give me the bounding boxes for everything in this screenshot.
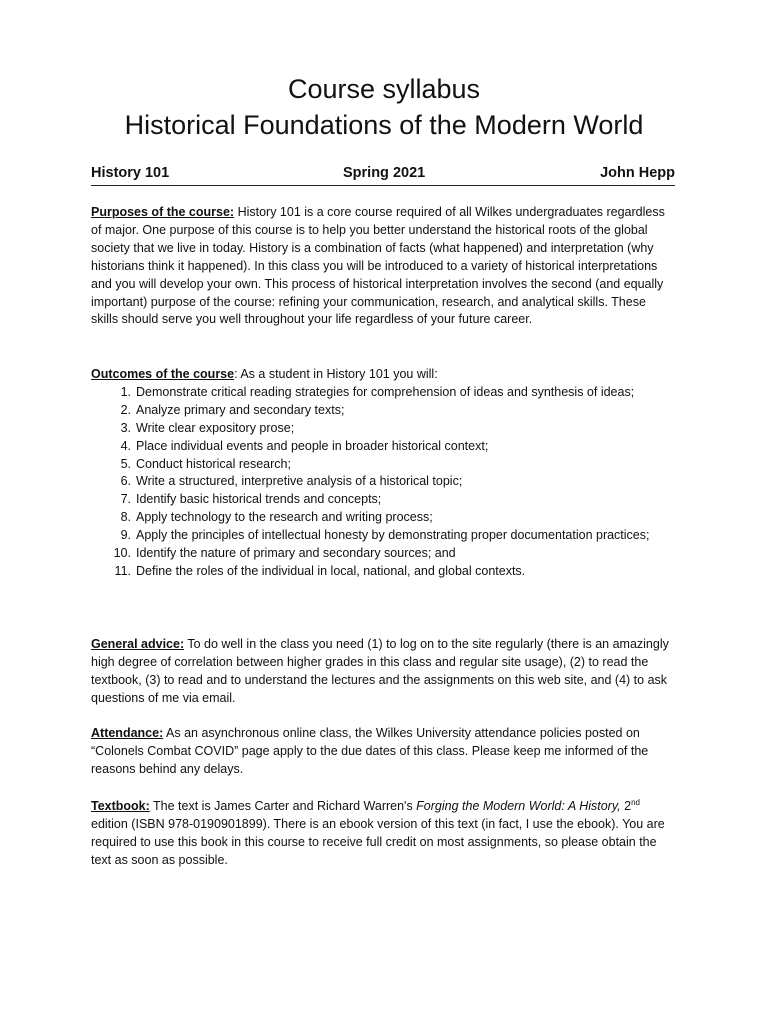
outcome-number: 3. <box>120 420 131 435</box>
textbook-text-b: edition (ISBN 978-0190901899). There is an ebook version of this text (in fact, I use the ebook). You are required to use this book in this course to receive full credit on most assignments, so please obtain the text as soon as possible. <box>91 816 665 867</box>
advice-label: General advice: <box>91 637 185 651</box>
course-code: History 101 <box>91 165 170 181</box>
purposes-section <box>91 204 675 329</box>
outcome-number: 6. <box>120 474 131 489</box>
outcome-number: 10. <box>113 546 131 561</box>
advice-section <box>91 636 675 708</box>
outcome-text: Apply technology to the research and writing process; <box>136 510 433 525</box>
outcome-item <box>91 527 675 545</box>
course-term: Spring 2021 <box>343 165 426 181</box>
textbook-edition-number: 2 <box>624 799 632 813</box>
textbook-label: Textbook: <box>91 799 150 813</box>
outcome-text: Conduct historical research; <box>136 456 291 471</box>
outcomes-intro: : As a student in History 101 you will: <box>234 367 438 381</box>
outcome-text: Place individual events and people in broader historical context; <box>136 438 489 453</box>
outcomes-section <box>91 366 675 581</box>
outcome-text: Define the roles of the individual in local, national, and global contexts. <box>136 563 526 578</box>
outcome-item <box>91 545 675 563</box>
course-header-row <box>91 163 675 186</box>
outcome-item <box>91 456 675 474</box>
outcome-text: Write a structured, interpretive analysis of a historical topic; <box>136 474 463 489</box>
textbook-text-a: The text is James Carter and Richard Warren's <box>149 799 417 813</box>
outcome-text: Write clear expository prose; <box>136 420 295 435</box>
textbook-edition-suffix: nd <box>631 797 640 807</box>
outcome-item <box>91 420 675 438</box>
outcome-text: Analyze primary and secondary texts; <box>136 402 345 417</box>
attendance-section <box>91 725 675 779</box>
purposes-label: Purposes of the course: <box>91 205 235 219</box>
outcome-text: Apply the principles of intellectual honesty by demonstrating proper documentation practices; <box>136 528 650 543</box>
textbook-title: Forging the Modern World: A History, <box>416 799 621 813</box>
advice-text: To do well in the class you need (1) to log on to the site regularly (there is an amazingly high degree of correlation between higher grades in this class and regular site usage), (2) to read the textbook, (3) to read and to understand the lectures and the assignments on this web site, and (4) to ask questions of me via email. <box>91 637 669 705</box>
outcomes-label: Outcomes of the course <box>91 367 235 381</box>
outcome-number: 8. <box>120 510 131 525</box>
outcome-number: 11. <box>114 563 131 578</box>
outcome-number: 1. <box>120 384 131 399</box>
outcome-item <box>91 473 675 491</box>
purposes-text: History 101 is a core course required of all Wilkes undergraduates regardless of major. One purpose of this course is to help you better understand the historical roots of the global society that we live in today. History is a combination of facts (what happened) and interpretation (why historians think it happened). In this class you will be introduced to a variety of historical interpretations and you will develop your own. This process of historical interpretation involves the second (and equally important) purpose of the course: refining your communication, research, and analytical skills. These skills should serve you well throughout your life regardless of your future career. <box>91 205 665 327</box>
outcome-item <box>91 384 675 402</box>
outcomes-list <box>91 384 675 581</box>
outcome-text: Demonstrate critical reading strategies for comprehension of ideas and synthesis of ideas; <box>136 384 635 399</box>
outcome-text: Identify the nature of primary and secondary sources; and <box>136 546 456 561</box>
textbook-section <box>91 798 675 870</box>
outcome-number: 2. <box>120 402 131 417</box>
instructor-name: John Hepp <box>600 165 675 181</box>
outcome-item <box>91 491 675 509</box>
outcome-item <box>91 563 675 581</box>
outcome-text: Identify basic historical trends and concepts; <box>136 492 382 507</box>
outcome-number: 9. <box>120 528 131 543</box>
outcome-number: 4. <box>120 438 131 453</box>
outcome-item <box>91 438 675 456</box>
outcome-number: 7. <box>120 492 131 507</box>
attendance-text: As an asynchronous online class, the Wilkes University attendance policies posted on “Colonels Combat COVID” page apply to the due dates of this class. Please keep me informed of the reasons behind any delays. <box>91 726 649 776</box>
course-full-title: Historical Foundations of the Modern World <box>124 110 644 140</box>
outcome-item <box>91 509 675 527</box>
document-title: Course syllabus <box>287 74 481 104</box>
outcome-number: 5. <box>120 456 131 471</box>
attendance-label: Attendance: <box>91 726 164 740</box>
outcome-item <box>91 402 675 420</box>
